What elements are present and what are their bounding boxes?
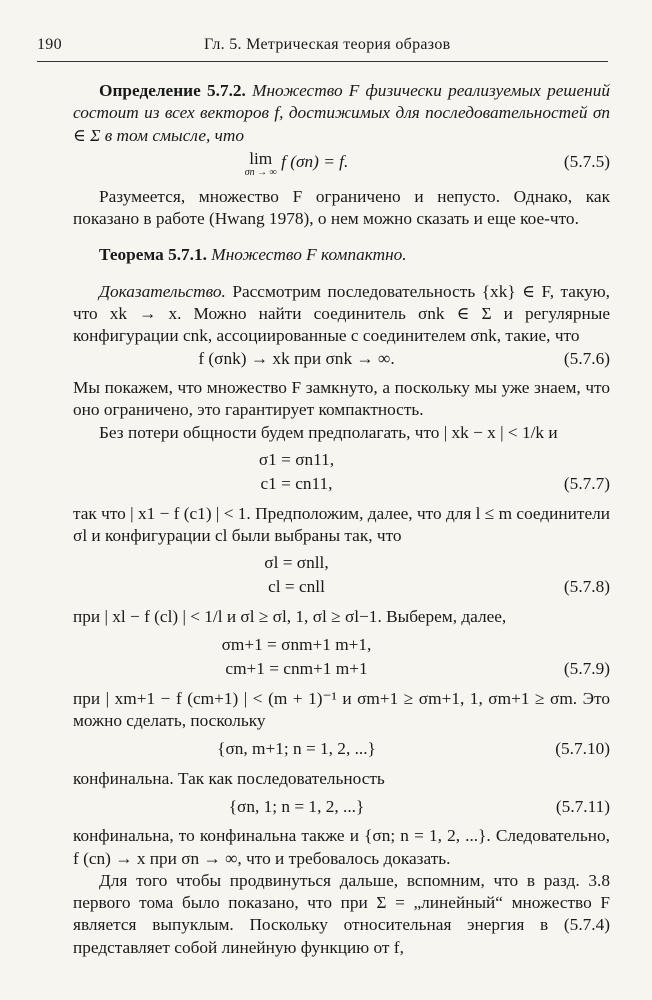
equation-number: (5.7.7) [563, 473, 610, 493]
equation-number: (5.7.9) [563, 658, 610, 678]
limit-subscript: σn → ∞ [244, 166, 277, 178]
remark-paragraph: Разумеется, множество F ограничено и непусто. Однако, как показано в работе (Hwang 1978), о нем можно сказать и еще кое-что. [73, 186, 610, 229]
proof-text: Рассмотрим последовательность {xk} ∈ F, такую, что xk → x. Можно найти соединитель σnk ∈ Σ и регулярные конфигурации cnk, ассоциированные с соединителем σnk, такие, что [73, 281, 610, 346]
proof-paragraph [73, 281, 610, 348]
choose-paragraph: при | xl − f (cl) | < 1/l и σl ≥ σl, 1, σl ≥ σl−1. Выберем, далее, [73, 607, 507, 627]
so-that-paragraph: так что | x1 − f (c1) | < 1. Предположим, далее, что для l ≤ m соединители σl и конфигурации cl были выбраны так, что [73, 503, 610, 546]
equation-number: (5.7.8) [563, 577, 610, 597]
equation-5-7-7-line-2: c1 = cn11, [260, 473, 333, 493]
equation-5-7-9-line-2: cm+1 = cnm+1 m+1 [225, 658, 368, 678]
definition-text: Множество F физически реализуемых решений состоит из всех векторов f, достижимых для последовательностей σn ∈ Σ в том смысле, что [73, 81, 610, 145]
limit-operator: lim [249, 148, 273, 168]
equation-5-7-7-line-1: σ1 = σn11, [258, 449, 335, 469]
equation-5-7-8-line-2: cl = cnll [268, 577, 325, 597]
wlog-paragraph: Без потери общности будем предполагать, что | xk − x | < 1/k и [99, 422, 558, 442]
equation-5-7-11 [73, 796, 610, 818]
equation-number: (5.7.11) [555, 796, 610, 816]
equation-number: (5.7.5) [563, 151, 610, 171]
page-body [73, 66, 610, 959]
equation-5-7-8 [73, 551, 610, 599]
equation-5-7-6-body: f (σnk) → xk при σnk → ∞. [198, 348, 395, 368]
equation-5-7-9-line-1: σm+1 = σnm+1 m+1, [221, 634, 372, 654]
possible-paragraph: при | xm+1 − f (cm+1) | < (m + 1)⁻¹ и σm+1 ≥ σm+1, 1, σm+1 ≥ σm. Это можно сделать, поскольку [73, 688, 610, 731]
equation-5-7-10 [73, 738, 610, 760]
definition-paragraph [73, 80, 610, 147]
conclusion-paragraph: конфинальна, то конфинальна также и {σn; n = 1, 2, ...}. Следовательно, f (cn) → x при σn → ∞, что и требовалось доказать. [73, 826, 610, 868]
running-title: Гл. 5. Метрическая теория образов [204, 36, 451, 53]
next-paragraph: Для того чтобы продвинуться дальше, вспомним, что в разд. 3.8 первого тома было показано, что при Σ = „линейный“ множество F является выпуклым. Поскольку относительная энергия в (5.7.4) представляет собой линейную функцию от f, [73, 870, 610, 957]
equation-5-7-5 [73, 148, 610, 179]
theorem-label: Теорема 5.7.1. [99, 245, 207, 265]
theorem-text: Множество F компактно. [211, 245, 407, 265]
equation-5-7-11-body: {σn, 1; n = 1, 2, ...} [228, 796, 365, 816]
page-number: 190 [37, 36, 62, 53]
equation-5-7-9 [73, 633, 610, 681]
equation-5-7-10-body: {σn, m+1; n = 1, 2, ...} [217, 739, 376, 759]
proof-label: Доказательство. [99, 281, 226, 301]
equation-5-7-7 [73, 448, 610, 496]
equation-number: (5.7.10) [555, 739, 610, 759]
equation-5-7-5-body: f (σn) = f. [281, 151, 349, 171]
equation-5-7-8-line-1: σl = σnll, [264, 553, 329, 573]
theorem-paragraph [73, 244, 610, 266]
definition-label: Определение 5.7.2. [99, 81, 246, 100]
equation-number: (5.7.6) [563, 348, 610, 368]
cofinal-paragraph: конфинальна. Так как последовательность [73, 768, 385, 788]
equation-5-7-6 [73, 348, 610, 370]
header-rule [37, 61, 608, 62]
closedness-paragraph: Мы покажем, что множество F замкнуто, а поскольку мы уже знаем, что оно ограничено, это гарантирует компактность. [73, 377, 610, 420]
